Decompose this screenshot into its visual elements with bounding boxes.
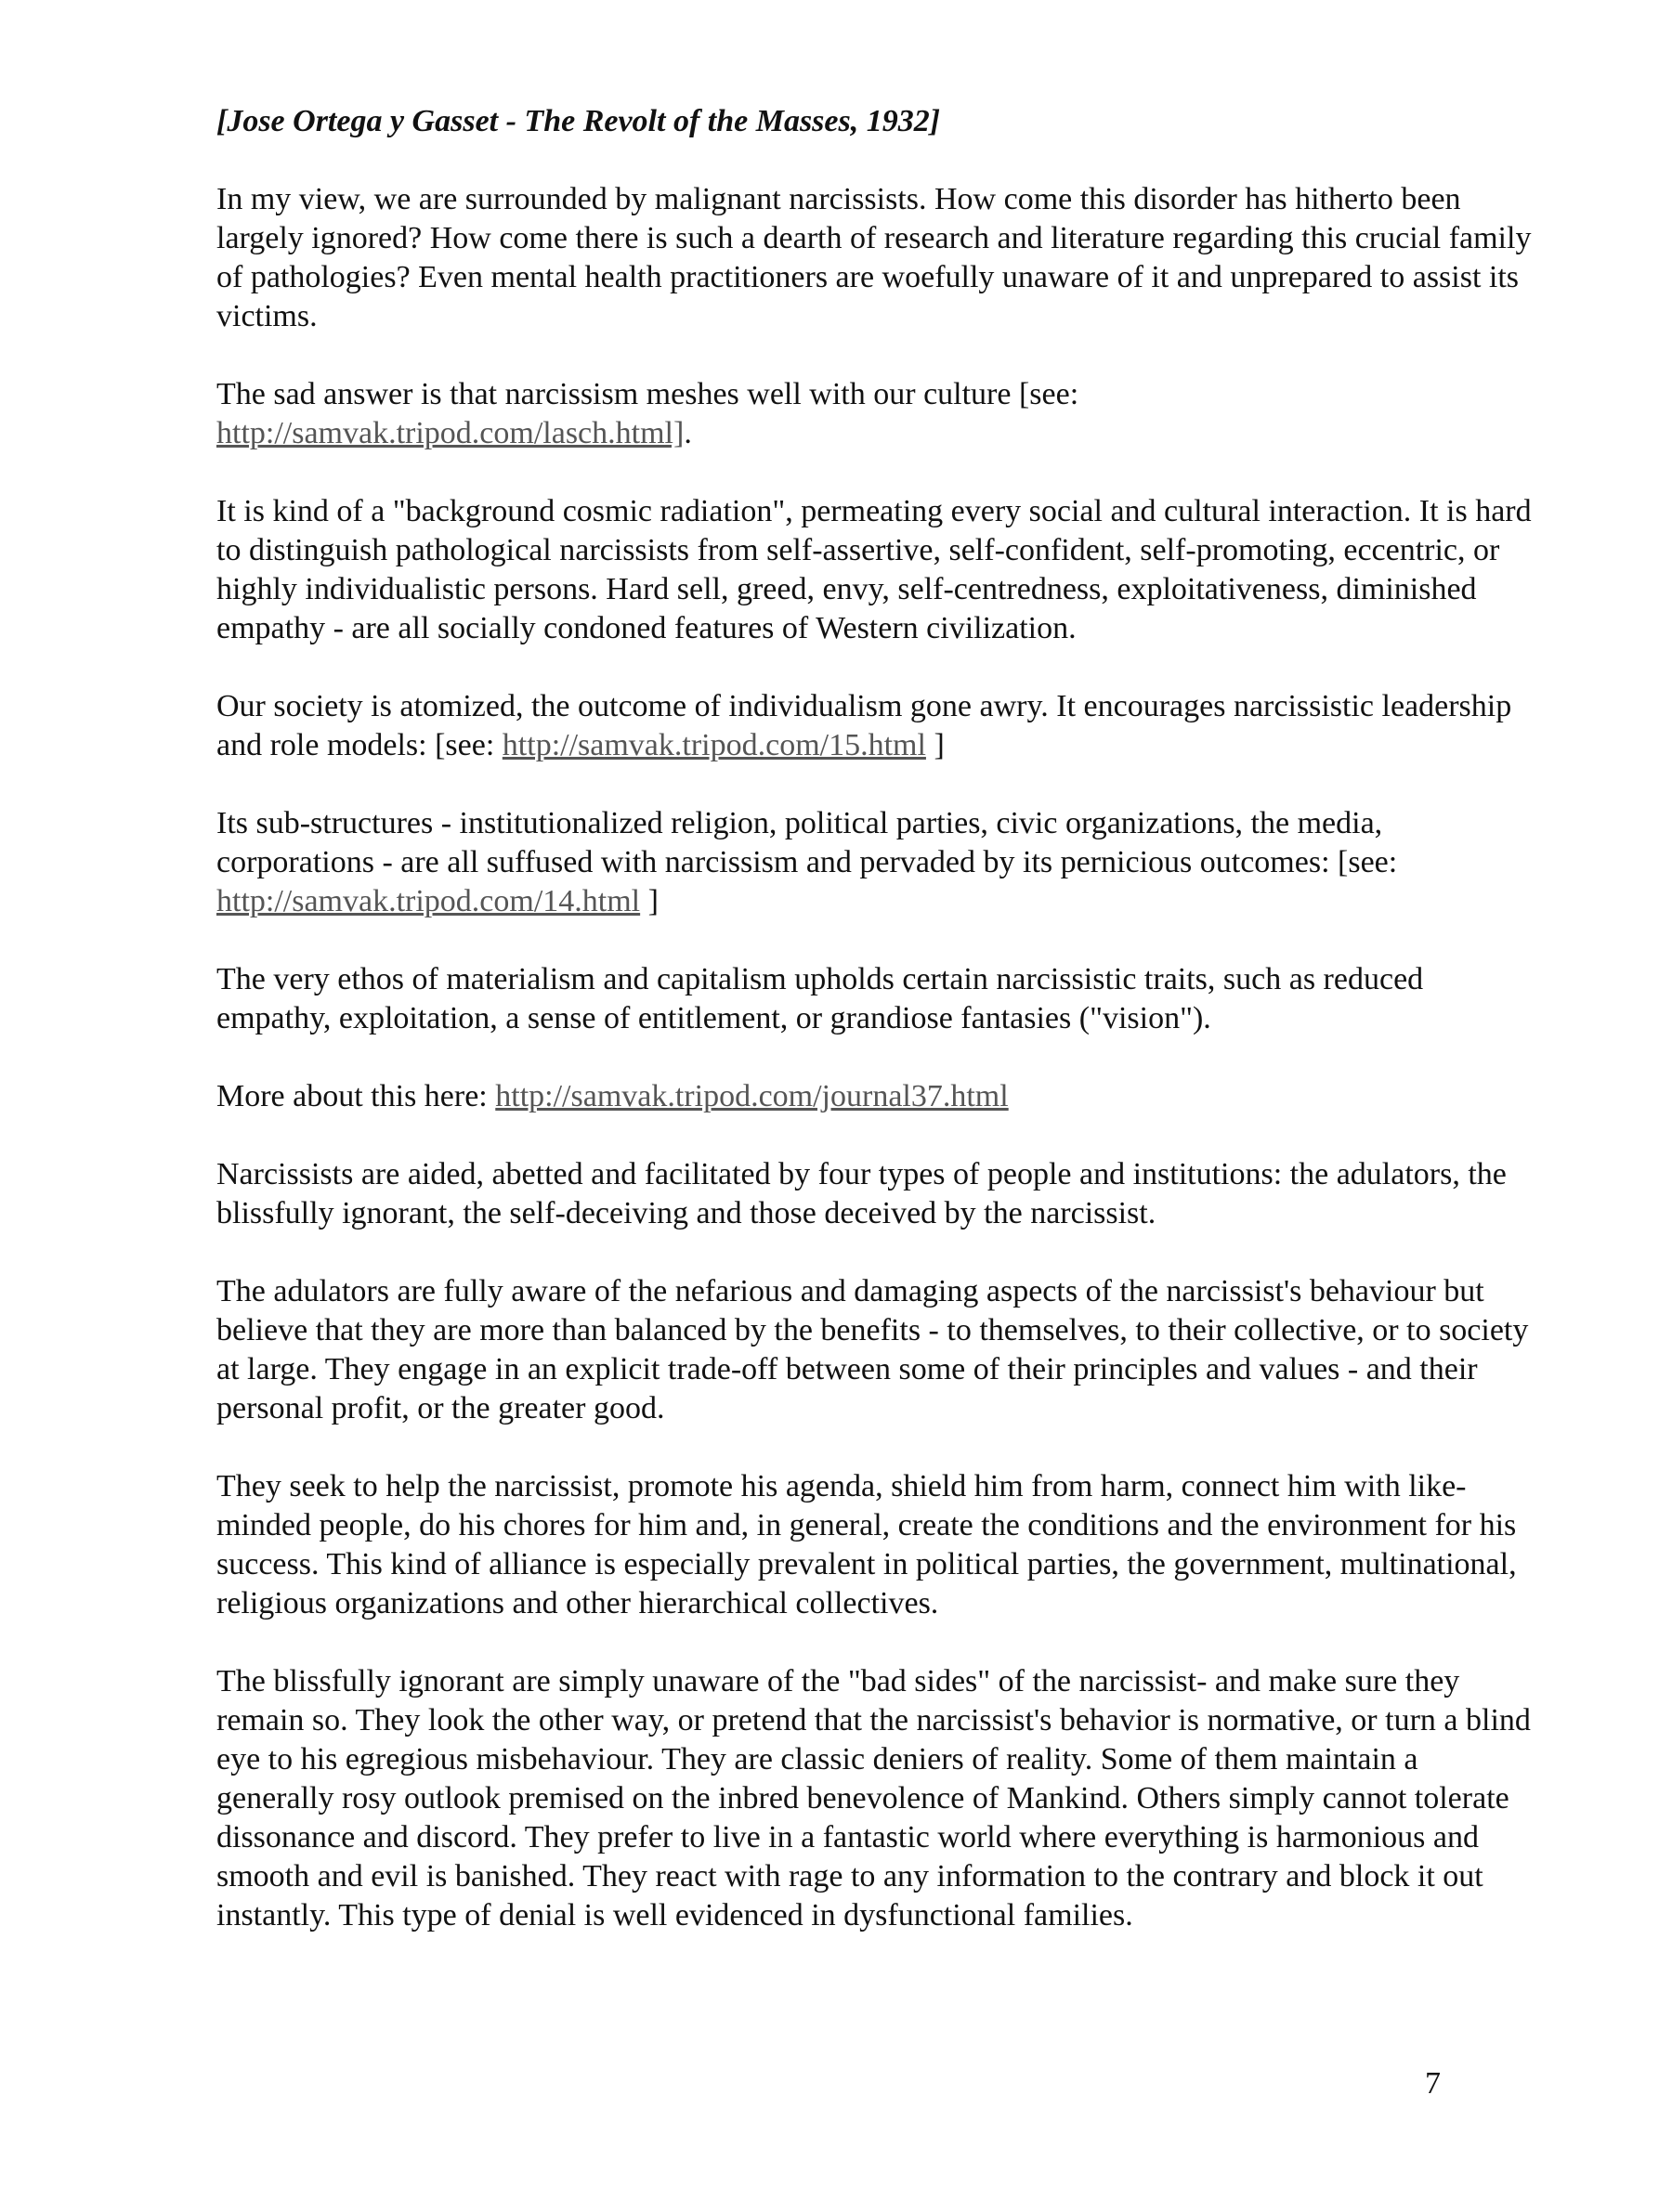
paragraph-2-text: The sad answer is that narcissism meshes well with our culture [see: bbox=[216, 377, 1079, 411]
paragraph-7-text: More about this here: bbox=[216, 1079, 496, 1113]
paragraph-11: The blissfully ignorant are simply unaware of the "bad sides" of the narcissist- and make sure they remain so. They look the other way, or pretend that the narcissist's behavior is normative, or turn a blind eye to his egregious misbehaviour. They are classic deniers of reality. Some of them maintain a generally rosy outlook premised on the inbred benevolence of Mankind. Others simply cannot tolerate dissonance and discord. They prefer to live in a fantastic world where everything is harmonious and smooth and evil is banished. They react with rage to any information to the contrary and block it out instantly. This type of denial is well evidenced in dysfunctional families. bbox=[216, 1664, 1531, 1932]
page-number: 7 bbox=[1425, 2066, 1441, 2101]
paragraph-4 bbox=[216, 687, 1535, 765]
link-14-html[interactable]: http://samvak.tripod.com/14.html bbox=[216, 884, 641, 918]
paragraph-4-text: Our society is atomized, the outcome of individualism gone awry. It encourages narcissistic leadership and role models: [see: bbox=[216, 689, 1512, 762]
paragraph-2 bbox=[216, 375, 1535, 453]
link-journal37[interactable]: http://samvak.tripod.com/journal37.html bbox=[495, 1079, 1009, 1113]
paragraph-9: The adulators are fully aware of the nefarious and damaging aspects of the narcissist's behaviour but believe that they are more than balanced by the benefits - to themselves, to their collective, or to society at large. They engage in an explicit trade-off between some of their principles and values - and their personal profit, or the greater good. bbox=[216, 1274, 1529, 1425]
paragraph-5 bbox=[216, 804, 1535, 921]
citation-heading: [Jose Ortega y Gasset - The Revolt of the Masses, 1932] bbox=[216, 104, 941, 138]
paragraph-7 bbox=[216, 1077, 1535, 1116]
document-body bbox=[216, 102, 1535, 1974]
paragraph-2-end: . bbox=[684, 416, 692, 450]
paragraph-1: In my view, we are surrounded by malignant narcissists. How come this disorder has hitherto been largely ignored? How come there is such a dearth of research and literature regarding this crucial family of pathologies? Even mental health practitioners are woefully unaware of it and unprepared to assist its victims. bbox=[216, 182, 1532, 333]
lasch-link[interactable]: http://samvak.tripod.com/lasch.html] bbox=[216, 416, 685, 450]
paragraph-5-text: Its sub-structures - institutionalized religion, political parties, civic organizations, the media, corporations - are all suffused with narcissism and pervaded by its pernicious outcomes: [see: bbox=[216, 806, 1398, 879]
link-15-html[interactable]: http://samvak.tripod.com/15.html bbox=[502, 728, 926, 762]
paragraph-6: The very ethos of materialism and capitalism upholds certain narcissistic traits, such as reduced empathy, exploitation, a sense of entitlement, or grandiose fantasies ("vision"). bbox=[216, 962, 1424, 1035]
paragraph-5-end: ] bbox=[640, 884, 659, 918]
paragraph-4-end: ] bbox=[925, 728, 945, 762]
paragraph-8: Narcissists are aided, abetted and facilitated by four types of people and institutions: the adulators, the blissfully ignorant, the self-deceiving and those deceived by the narcissist. bbox=[216, 1157, 1507, 1230]
paragraph-3: It is kind of a "background cosmic radiation", permeating every social and cultural interaction. It is hard to distinguish pathological narcissists from self-assertive, self-confident, self-promoting, eccentric, or highly individualistic persons. Hard sell, greed, envy, self-centredness, exploitativeness, diminished empathy - are all socially condoned features of Western civilization. bbox=[216, 494, 1532, 645]
paragraph-10: They seek to help the narcissist, promote his agenda, shield him from harm, connect him with like-minded people, do his chores for him and, in general, create the conditions and the environment for his success. This kind of alliance is especially prevalent in political parties, the government, multinational, religious organizations and other hierarchical collectives. bbox=[216, 1469, 1517, 1620]
